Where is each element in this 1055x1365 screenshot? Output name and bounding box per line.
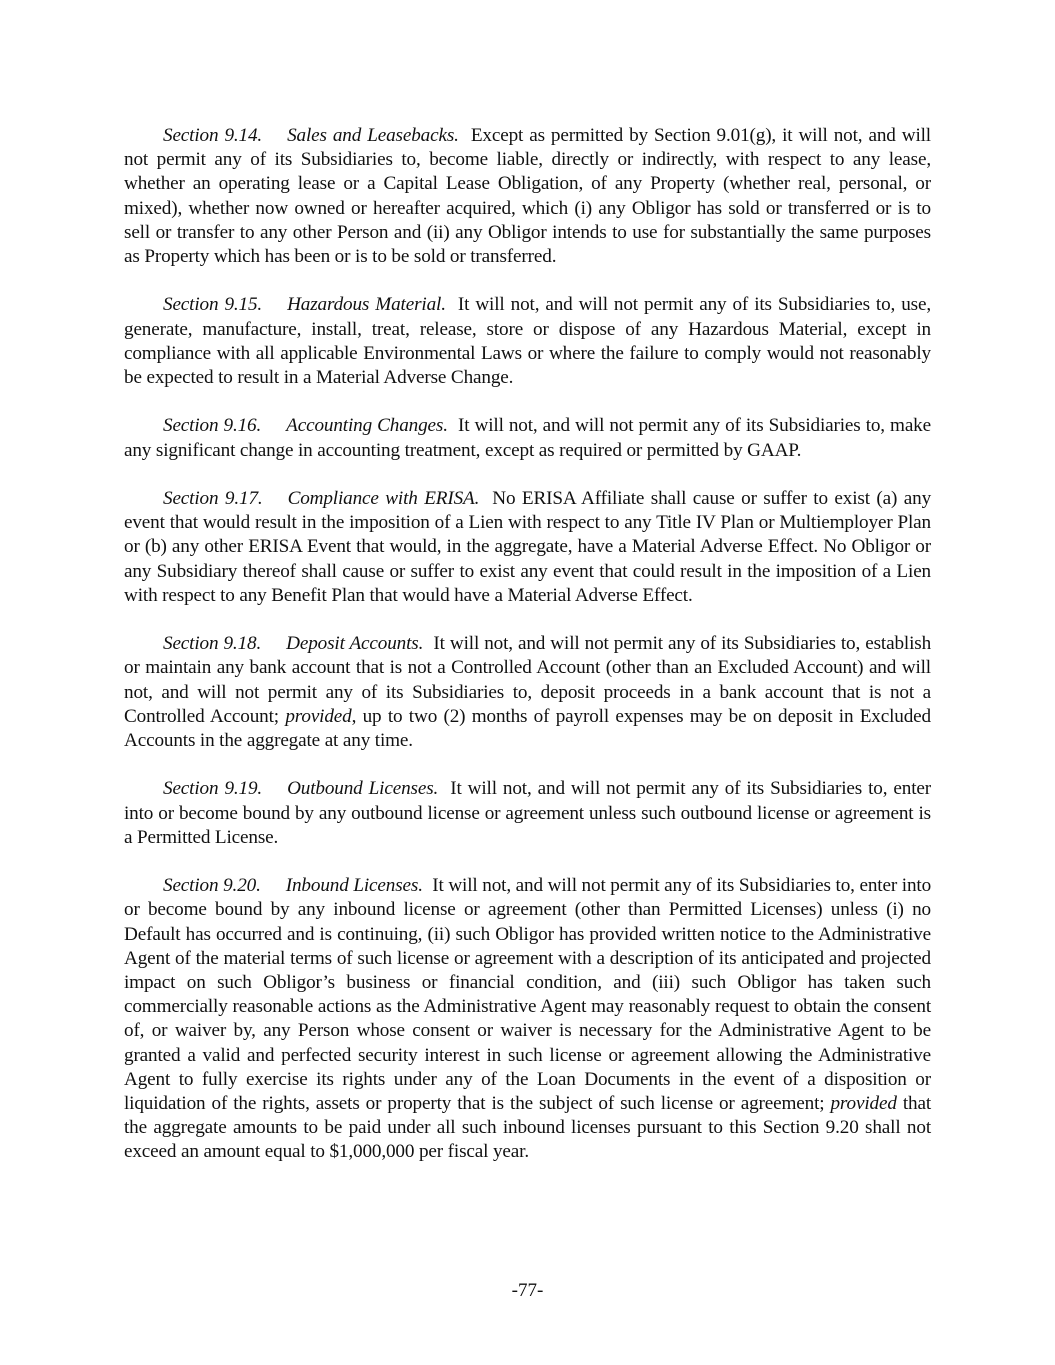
section-title: Deposit Accounts. [286, 633, 424, 655]
section-title: Hazardous Material. [287, 294, 446, 316]
section-number: Section 9.14. [163, 125, 263, 146]
section-number: Section 9.15. [163, 294, 263, 316]
document-page [124, 124, 931, 1189]
section-title: Accounting Changes. [286, 415, 448, 437]
section-body-continued: that the aggregate amounts to be paid under all such inbound licenses pursuant to this Section 9.20 shall not exceed an amount equal to $1,000,000 per fiscal year. [124, 1093, 931, 1163]
section-9-20 [124, 874, 931, 1164]
section-9-16 [124, 414, 931, 462]
proviso-emphasis: provided [285, 705, 352, 727]
proviso-emphasis: provided [830, 1093, 897, 1115]
section-9-18 [124, 632, 931, 753]
section-9-19 [124, 777, 931, 850]
section-title: Outbound Licenses. [287, 778, 439, 800]
section-title: Compliance with ERISA. [287, 488, 480, 509]
section-number: Section 9.18. [163, 633, 262, 655]
section-number: Section 9.17. [163, 488, 263, 509]
section-body-continued: , up to two (2) months of payroll expenses may be on deposit in Excluded Accounts in the aggregate at any time. [124, 705, 931, 752]
section-body: It will not, and will not permit any of its Subsidiaries to, make any significant change in accounting treatment, except as required or permitted by GAAP. [124, 415, 931, 461]
section-body: It will not, and will not permit any of its Subsidiaries to, enter into or become bound by any outbound license or agreement unless such outbound license or agreement is a Permitted License. [124, 778, 931, 848]
page-number: -77- [511, 1280, 544, 1301]
section-number: Section 9.16. [163, 415, 262, 437]
section-body: No ERISA Affiliate shall cause or suffer to exist (a) any event that would result in the imposition of a Lien with respect to any Title IV Plan or Multiemployer Plan or (b) any other ERISA Event that would, in the aggregate, have a Material Adverse Effect. No Obligor or any Subsidiary thereof shall cause or suffer to exist any event that could result in the imposition of a Lien with respect to any Benefit Plan that would have a Material Adverse Effect. [124, 488, 932, 606]
section-number: Section 9.20. [163, 875, 261, 897]
section-title: Inbound Licenses. [285, 875, 423, 897]
section-body: It will not, and will not permit any of its Subsidiaries to, use, generate, manufacture, install, treat, release, store or dispose of any Hazardous Material, except in compliance with all applicable Environmental Laws or where the failure to comply would not reasonably be expected to result in a Material Adverse Change. [124, 294, 931, 389]
section-number: Section 9.19. [163, 778, 263, 800]
section-9-15 [124, 293, 931, 390]
section-body: It will not, and will not permit any of its Subsidiaries to, establish or maintain any bank account that is not a Controlled Account (other than an Excluded Account) and will not, and will not permit any of its Subsidiaries to, deposit proceeds in a bank account that is not a Controlled Account; [124, 633, 932, 727]
section-9-14 [124, 124, 931, 269]
section-title: Sales and Leasebacks. [287, 125, 459, 146]
section-9-17 [124, 487, 931, 608]
section-body: It will not, and will not permit any of its Subsidiaries to, enter into or become bound by any inbound license or agreement (other than Permitted Licenses) unless (i) no Default has occurred and is continuing, (ii) such Obligor has provided written notice to the Administrative Agent of the material terms of such license or agreement with a description of its anticipated and projected impact on such Obligor’s business or financial condition, and (iii) such Obligor has taken such commercially reasonable actions as the Administrative Agent may reasonably request to obtain the consent of, or waiver by, any Person whose consent or waiver is necessary for the Administrative Agent to be granted a valid and perfected security interest in such license or agreement allowing the Administrative Agent to fully exercise its rights under any of the Loan Documents in the event of a disposition or liquidation of the rights, assets or property that is the subject of such license or agreement; [124, 875, 932, 1115]
section-body: Except as permitted by Section 9.01(g), it will not, and will not permit any of its Subsidiaries to, become liable, directly or indirectly, with respect to any lease, whether an operating lease or a Capital Lease Obligation, of any Property (whether real, personal, or mixed), whether now owned or hereafter acquired, which (i) any Obligor has sold or transferred or is to sell or transfer to any other Person and (ii) any Obligor intends to use for substantially the same purposes as Property which has been or is to be sold or transferred. [124, 125, 931, 268]
